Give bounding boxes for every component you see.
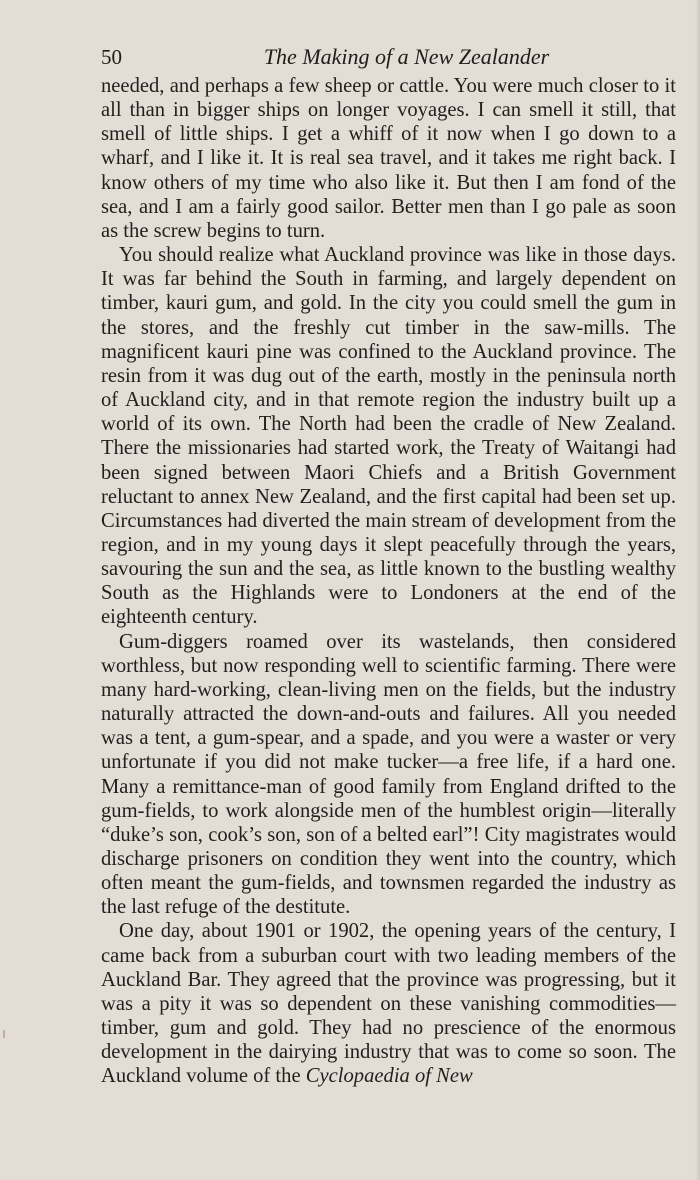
body-text [101,74,676,1089]
page-edge-shadow [695,0,700,1180]
running-header [101,44,676,70]
page-number: 50 [101,45,122,69]
paragraph-1: needed, and perhaps a few sheep or cattle. You were much closer to it all than in bigger ships on longer voyages. I can smell it still, that smell of little ships. I get a whiff of it now when I go down to a wharf, and I like it. It is real sea travel, and it takes me right back. I know others of my time who also like it. But then I am fond of the sea, and I am a fairly good sailor. Better men than I go pale as soon as the screw begins to turn. [101,75,676,242]
paragraph-4-text: One day, about 1901 or 1902, the opening years of the century, I came back from a suburban court with two leading members of the Auckland Bar. They agreed that the province was progressing, but it was a pity it was so dependent on these vanishing commodities—timber, gum and gold. They had no prescience of the enormous development in the dairying industry that was to come so soon. The Auckland volume of the [101,920,676,1088]
paper-speck [3,1030,5,1038]
paragraph-3: Gum-diggers roamed over its wastelands, then considered worthless, but now responding well to scientific farming. There were many hard-working, clean-living men on the fields, but the industry naturally attracted the down-and-outs and failures. All you needed was a tent, a gum-spear, and a spade, and you were a waster or very unfortunate if you did not make tucker—a free life, if a hard one. Many a remittance-man of good family from England drifted to the gum-fields, to work alongside men of the humblest origin—literally “duke’s son, cook’s son, son of a belted earl”! City magistrates would discharge prisoners on condition they went into the country, which often meant the gum-fields, and townsmen regarded the industry as the last refuge of the destitute. [101,630,676,919]
running-title: The Making of a New Zealander [263,44,550,69]
paragraph-4 [101,919,676,1088]
paragraph-4-italic-title: Cyclopaedia of New [305,1065,473,1088]
paragraph-2: You should realize what Auckland province was like in those days. It was far behind the South in farming, and largely dependent on timber, kauri gum, and gold. In the city you could smell the gum in the stores, and the freshly cut timber in the saw-mills. The magnificent kauri pine was confined to the Auckland province. The resin from it was dug out of the earth, mostly in the peninsula north of Auckland city, and in that remote region the industry built up a world of its own. The North had been the cradle of New Zealand. There the missionaries had started work, the Treaty of Waitangi had been signed between Maori Chiefs and a British Government reluctant to annex New Zealand, and the first capital had been set up. Circumstances had diverted the main stream of development from the region, and in my young days it slept peacefully through the years, savouring the sun and the sea, as little known to the bustling wealthy South as the Highlands were to Londoners at the end of the eighteenth century. [101,244,676,629]
